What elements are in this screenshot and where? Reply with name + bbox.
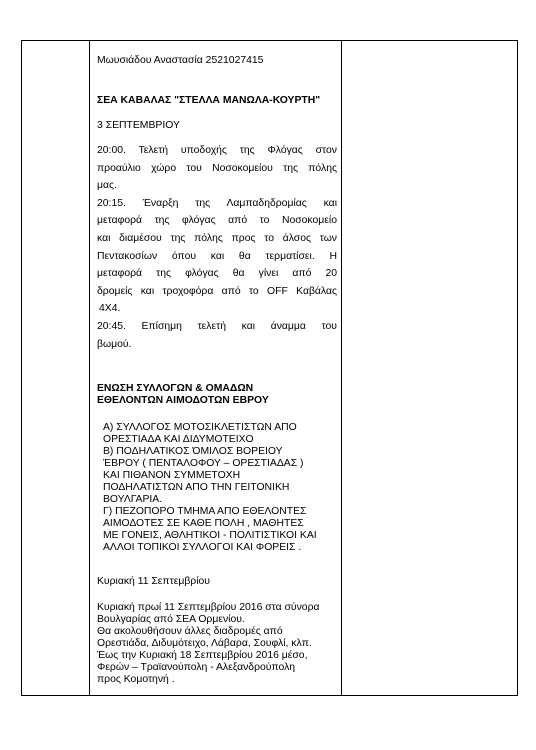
list-line: ΒΟΥΛΓΑΡΙΑ. [103, 494, 163, 505]
org2-title-line: ΕΘΕΛΟΝΤΩΝ ΑΙΜΟΔΟΤΩΝ ΕΒΡΟΥ [97, 395, 269, 406]
list-line: ΑΙΜΟΔΟΤΕΣ ΣΕ ΚΑΘΕ ΠΟΛΗ , ΜΑΘΗΤΕΣ [103, 518, 304, 529]
sunday-line: Κυριακή πρωί 11 Σεπτεμβρίου 2016 στα σύνορα [97, 602, 320, 613]
schedule-line: Πεντακοσίων όπου και θα τερματίσει. Η [97, 250, 337, 262]
org1-schedule [97, 142, 337, 353]
list-line: ΜΕ ΓΟΝΕΙΣ, ΑΘΛΗΤΙΚΟΙ - ΠΟΛΙΤΙΣΤΙΚΟΙ ΚΑΙ [103, 530, 317, 541]
schedule-line: 20:15. Έναρξη της Λαμπαδηδρομίας και [97, 197, 337, 209]
schedule-line: δρομείς και τροχοφόρα από το OFF Καβάλας [97, 285, 337, 297]
schedule-line: βωμού. [97, 338, 132, 350]
list-line: ΈΒΡΟΥ ( ΠΕΝΤΑΛΟΦΟΥ – ΟΡΕΣΤΙΑΔΑΣ ) [103, 458, 304, 469]
sunday-line: Φερών – Τραϊανούπολη - Αλεξανδρούπολη [97, 662, 296, 673]
sunday-line: Ορεστιάδα, Διδυμότειχο, Λάβαρα, Σουφλί, κλπ. [97, 638, 312, 649]
schedule-line: μεταφορά της φλόγας από το Νοσοκομείο [97, 215, 337, 227]
schedule-line: προαύλιο χώρο του Νοσοκομείου της πόλης [97, 162, 337, 174]
list-line: Α) ΣΥΛΛΟΓΟΣ ΜΟΤΟΣΙΚΛΕΤΙΣΤΩΝ ΑΠΟ [103, 422, 297, 433]
schedule-line: 20:00. Τελετή υποδοχής της Φλόγας στον [97, 145, 337, 156]
list-line: ΑΛΛΟΙ ΤΟΠΙΚΟΙ ΣΥΛΛΟΓΟΙ ΚΑΙ ΦΟΡΕΙΣ . [103, 542, 302, 553]
sunday-heading: Κυριακή 11 Σεπτεμβρίου [97, 576, 210, 587]
org2-title [97, 383, 337, 407]
column-divider-left [89, 41, 90, 695]
schedule-line: και διαμέσου της πόλης προς το άλσος των [97, 232, 337, 244]
sunday-line: Βουλγαρίας από ΣΕΑ Ορμενίου. [97, 614, 245, 625]
org1-date: 3 ΣΕΠΤΕΜΒΡΙΟΥ [97, 120, 180, 131]
list-line: ΚΑΙ ΠΙΘΑΝΟΝ ΣΥΜΜΕΤΟΧΗ [103, 470, 241, 481]
org2-participants-list [103, 422, 339, 554]
sunday-details [97, 602, 337, 686]
sunday-line: Έως την Κυριακή 18 Σεπτεμβρίου 2016 μέσο, [97, 650, 308, 661]
schedule-line: 20:45. Επίσημη τελετή και άναμμα του [97, 320, 337, 332]
org1-title: ΣΕΑ ΚΑΒΑΛΑΣ "ΣΤΕΛΛΑ ΜΑΝΩΛΑ-ΚΟΥΡΤΗ" [97, 95, 321, 106]
contact-line: Μωυσιάδου Αναστασία 2521027415 [97, 55, 264, 66]
schedule-line: 4Χ4. [99, 303, 121, 315]
column-divider-right [341, 41, 342, 695]
schedule-line: μεταφορά της φλόγας θα γίνει από 20 [97, 268, 337, 280]
list-line: Β) ΠΟΔΗΛΑΤΙΚΟΣ ΌΜΙΛΟΣ ΒΟΡΕΙΟΥ [103, 446, 283, 457]
list-line: ΠΟΔΗΛΑΤΙΣΤΩΝ ΑΠΟ ΤΗΝ ΓΕΙΤΟΝΙΚΗ [103, 482, 290, 493]
list-line: Γ) ΠΕΖΟΠΟΡΟ ΤΜΗΜΑ ΑΠΟ ΕΘΕΛΟΝΤΕΣ [103, 506, 307, 517]
sunday-line: Θα ακολουθήσουν άλλες διαδρομές από [97, 626, 283, 637]
list-line: ΟΡΕΣΤΙΑΔΑ ΚΑΙ ΔΙΔΥΜΟΤΕΙΧΟ [103, 434, 254, 445]
schedule-line: μας. [97, 180, 117, 192]
org2-title-line: ΕΝΩΣΗ ΣΥΛΛΟΓΩΝ & ΟΜΑΔΩΝ [97, 383, 254, 394]
sunday-line: προς Κομοτηνή . [97, 674, 175, 685]
schedule-table [21, 40, 518, 696]
